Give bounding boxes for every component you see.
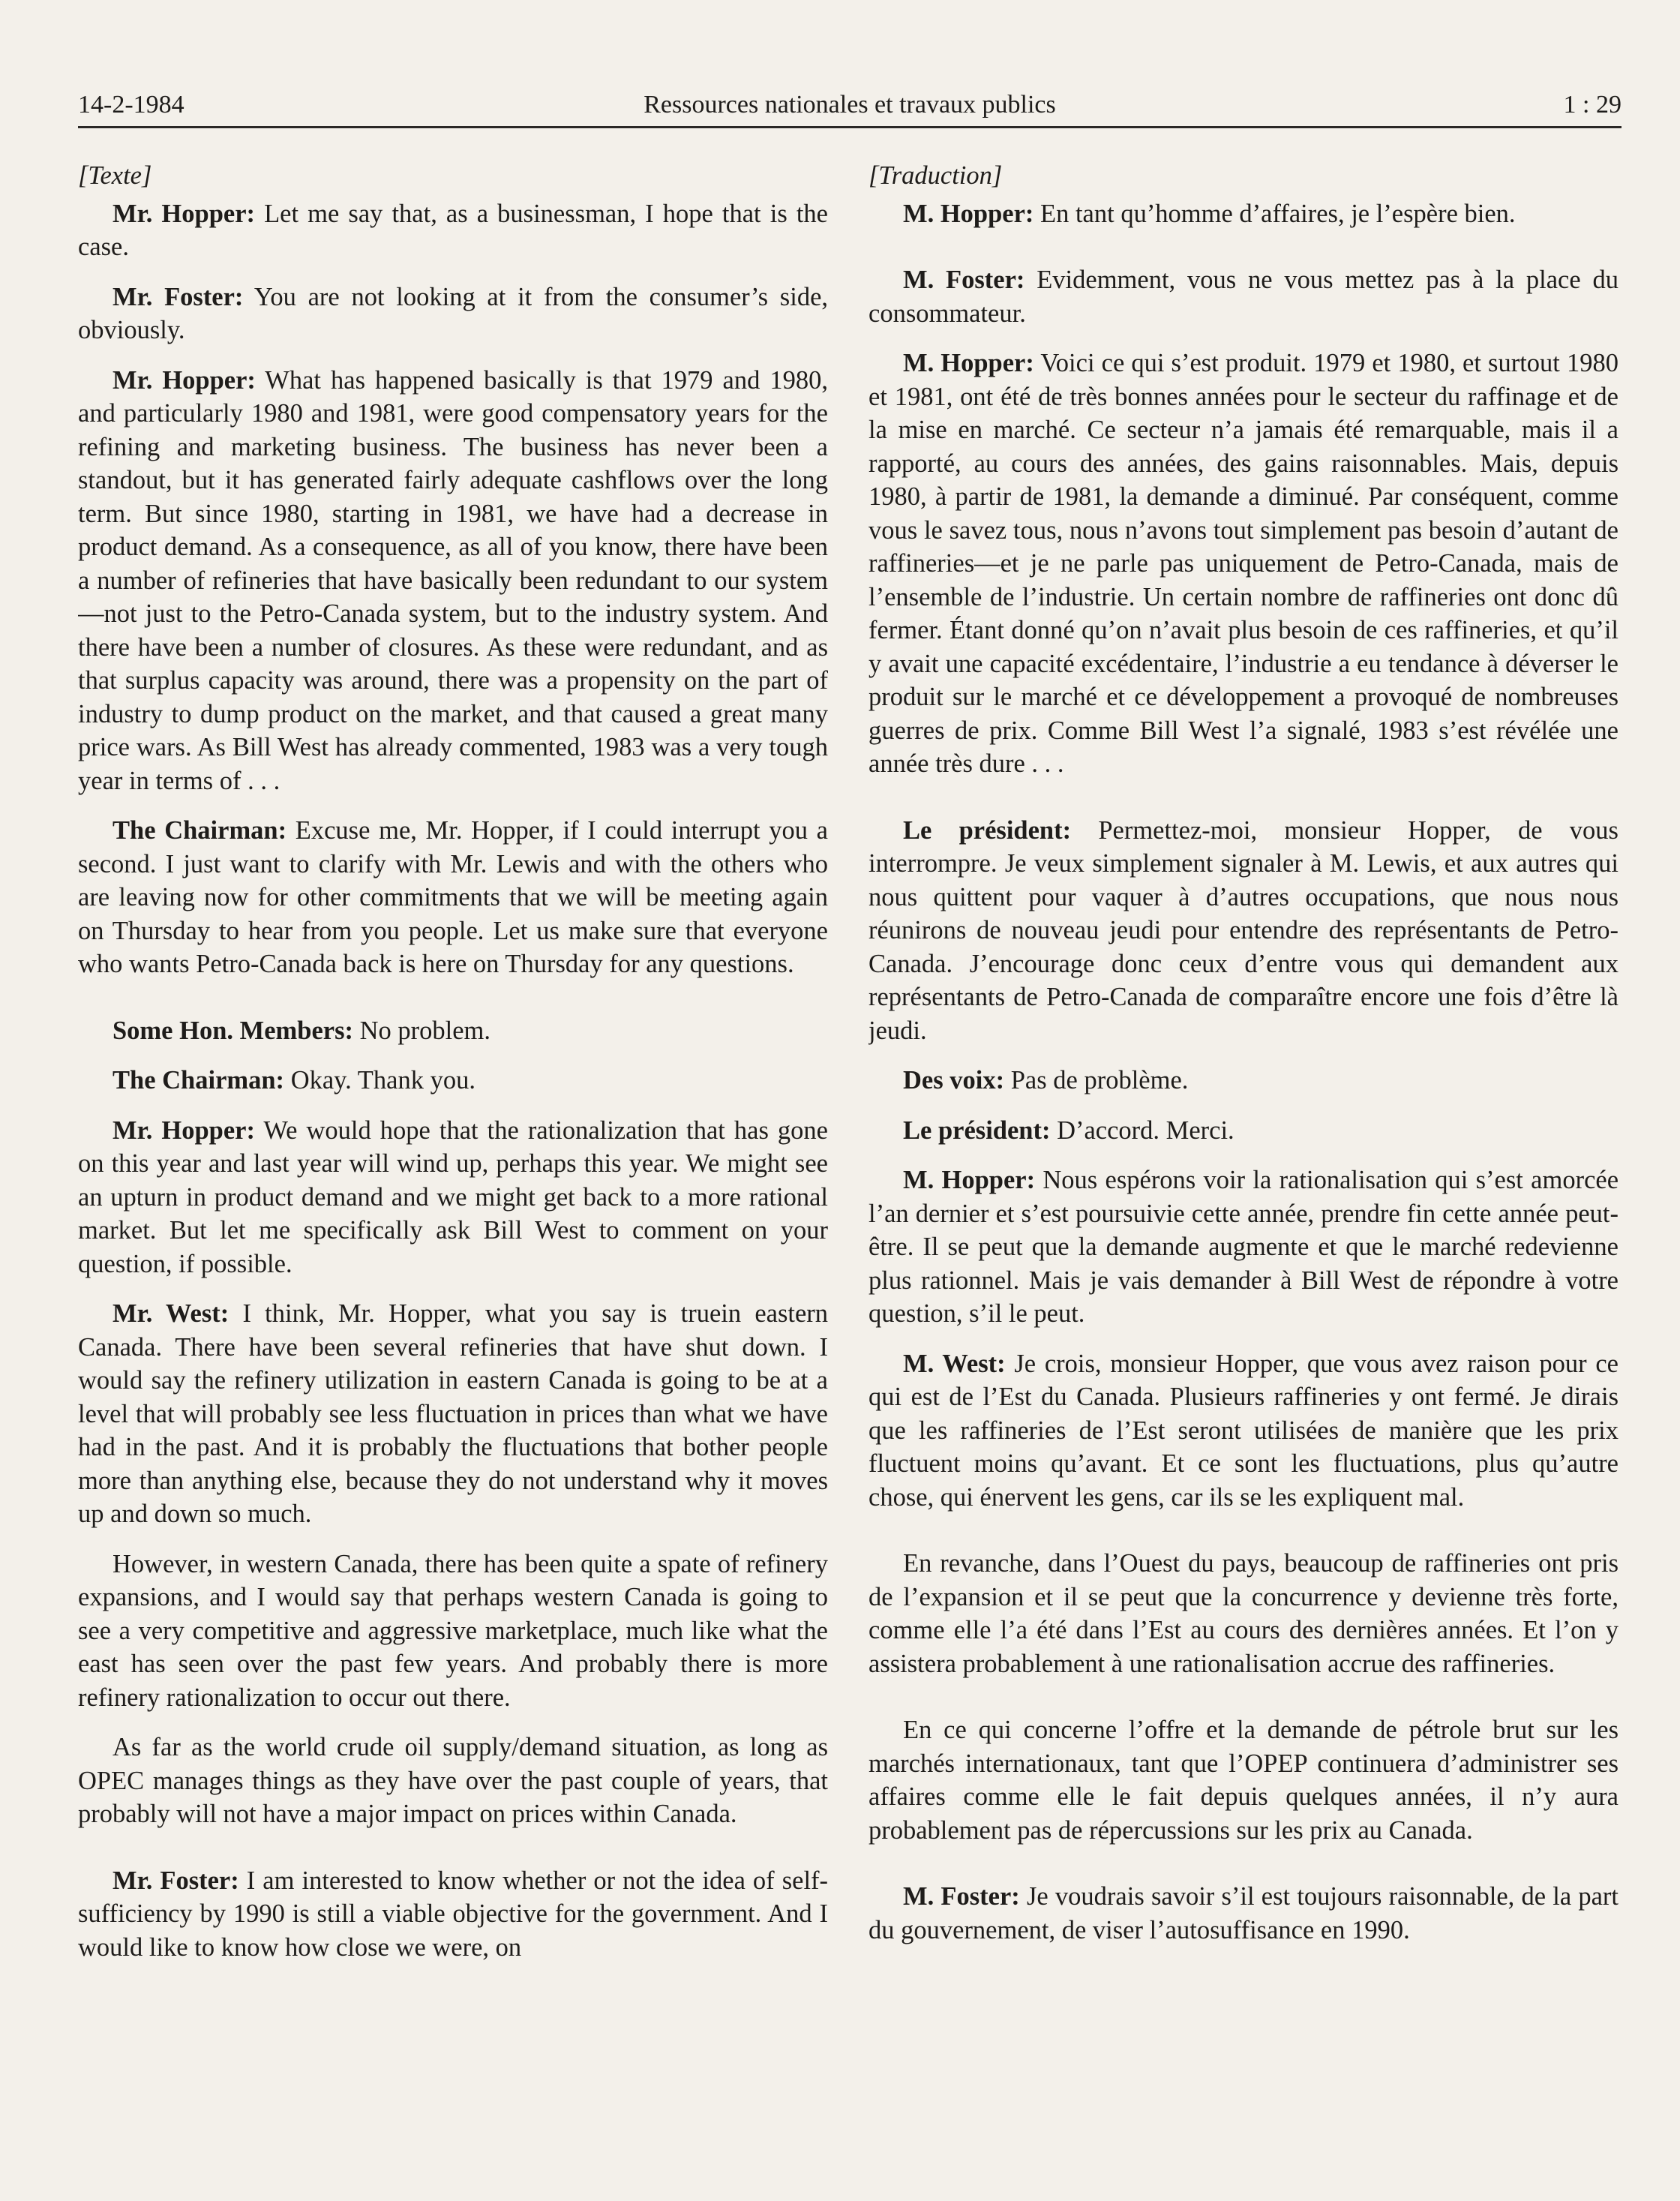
paragraph	[78, 814, 828, 981]
paragraph	[78, 1014, 828, 1048]
paragraph-text: Okay. Thank you.	[290, 1066, 476, 1094]
paragraph	[78, 1864, 828, 1965]
page-header	[78, 84, 1622, 128]
paragraph	[868, 1164, 1618, 1331]
speaker-name: The Chairman:	[112, 1066, 285, 1094]
speaker-name: Mr. Foster:	[112, 282, 244, 311]
paragraph	[868, 1114, 1618, 1148]
paragraph	[868, 347, 1618, 781]
paragraph	[868, 1347, 1618, 1515]
paragraph-text: Permettez-moi, monsieur Hopper, de vous interrompre. Je veux simplement signaler à M. Lewis, et aux autres qui nous quittent pour vaquer à d’autres occupations, que nous nous réunirons de nouveau jeudi pour entendre des représentants de Petro-Canada. J’encourage donc ceux d’entre vous qui demandent aux représentants de Petro-Canada de comparaître encore une fois d’être là jeudi.	[868, 815, 1618, 1045]
paragraph-text: No problem.	[359, 1016, 490, 1045]
speaker-name: Some Hon. Members:	[112, 1016, 353, 1045]
paragraph	[78, 1064, 828, 1097]
paragraph	[78, 1731, 828, 1831]
speaker-name: M. Hopper:	[903, 349, 1034, 377]
paragraph	[868, 1064, 1618, 1097]
paragraph	[78, 1297, 828, 1531]
paragraph-text: We would hope that the rationalization that has gone on this year and last year will wind up, perhaps this year. We might see an upturn in product demand and we might get back to a more rational market. But let me specifically ask Bill West to comment on your question, if possible.	[78, 1116, 828, 1278]
french-column	[868, 159, 1618, 2169]
paragraph	[868, 1880, 1618, 1947]
speaker-name: M. Foster:	[903, 266, 1025, 294]
speaker-name: Mr. Hopper:	[112, 365, 256, 395]
speaker-name: Le président:	[903, 1116, 1051, 1145]
speaker-name: M. Hopper:	[903, 199, 1034, 228]
paragraph-text: What has happened basically is that 1979 and 1980, and particularly 1980 and 1981, were good compensatory years for the refining and marketing business. The business has never been a standout, but it has generated fairly adequate cashflows over the long term. But since 1980, starting in 1981, we have had a decrease in product demand. As a consequence, as all of you know, there have been a number of refineries that have basically been redundant to our system—not just to the Petro-Canada system, but to the industry system. And there have been a number of closures. As these were redundant, and as that surplus capacity was around, there was a propensity on the part of industry to dump product on the market, and that caused a great many price wars. As Bill West has already commented, 1983 was a very tough year in terms of . . .	[78, 365, 828, 795]
header-page-number: 1 : 29	[1563, 91, 1622, 119]
paragraph	[868, 1547, 1618, 1680]
paragraph-text: Voici ce qui s’est produit. 1979 et 1980, et surtout 1980 et 1981, ont été de très bonnes années pour le secteur du raffinage et de la mise en marché. Ce secteur n’a jamais été remarquable, mais il a rapporté, au cours des années, des gains raisonnables. Mais, depuis 1980, à partir de 1981, la demande a diminué. Par conséquent, comme vous le savez tous, nous n’avons tout simplement pas besoin d’autant de raffineries—et je ne parle pas uniquement de Petro-Canada, mais de l’ensemble de l’industrie. Un certain nombre de raffineries ont donc dû fermer. Étant donné qu’on n’avait plus besoin de ces raffineries, et qu’il y avait une capacité excédentaire, l’industrie a eu tendance à déverser le produit sur le marché et ce développement a provoqué de nombreuses guerres de prix. Comme Bill West l’a signalé, 1983 s’est révélée une année très dure . . .	[868, 349, 1618, 778]
paragraph	[78, 197, 828, 264]
language-marker: [Traduction]	[868, 161, 1003, 190]
speaker-name: The Chairman:	[112, 816, 287, 845]
speaker-name: Le président:	[903, 815, 1072, 845]
paragraph	[78, 1548, 828, 1715]
paragraph-text: Je voudrais savoir s’il est toujours raisonnable, de la part du gouvernement, de viser l’autosuffisance en 1990.	[868, 1882, 1618, 1944]
paragraph-text: I think, Mr. Hopper, what you say is truein eastern Canada. There have been several refineries that have shut down. I would say the refinery utilization in eastern Canada is going to be at a level that will probably see less fluctuation in prices than what we have had in the past. And it is probably the fluctuations that bother people more than anything else, because they do not understand why it moves up and down so much.	[78, 1299, 828, 1528]
paragraph	[78, 1114, 828, 1281]
paragraph	[868, 197, 1618, 231]
speaker-name: Mr. Foster:	[112, 1866, 239, 1895]
paragraph-text: Je crois, monsieur Hopper, que vous avez raison pour ce qui est de l’Est du Canada. Plusieurs raffineries y ont fermé. Je dirais que les raffineries de l’Est seront utilisées de manière que les prix fluctuent moins qu’avant. Et ce sont les fluctuations, plus qu’autre chose, qui énervent les gens, car ils se les expliquent mal.	[868, 1349, 1618, 1512]
speaker-name: M. Foster:	[903, 1882, 1020, 1911]
paragraph-text: However, in western Canada, there has been quite a spate of refinery expansions, and I would say that perhaps western Canada is going to see a very competitive and aggressive marketplace, much like what the east has seen over the past few years. And probably there is more refinery rationalization to occur out there.	[78, 1549, 828, 1712]
paragraph-text: D’accord. Merci.	[1057, 1116, 1234, 1145]
header-date: 14-2-1984	[78, 91, 184, 119]
speaker-name: M. Hopper:	[903, 1166, 1036, 1194]
paragraph-text: You are not looking at it from the consumer’s side, obviously.	[78, 282, 828, 344]
paragraph	[868, 814, 1618, 1048]
paragraph-text: En revanche, dans l’Ouest du pays, beaucoup de raffineries ont pris de l’expansion et il se peut que la concurrence y devienne très forte, comme elle l’a été dans l’Est au cours des dernières années. Et l’on y assistera probablement à une rationalisation accrue des raffineries.	[868, 1549, 1618, 1678]
paragraph-text: Let me say that, as a businessman, I hope that is the case.	[78, 199, 828, 261]
speaker-name: Mr. Hopper:	[112, 1116, 255, 1145]
paragraph-text: I am interested to know whether or not the idea of self-sufficiency by 1990 is still a viable objective for the government. And I would like to know how close we were, on	[78, 1866, 828, 1962]
paragraph	[78, 364, 828, 798]
english-column	[78, 159, 828, 2169]
header-title: Ressources nationales et travaux publics	[644, 91, 1056, 119]
paragraph-text: Evidemment, vous ne vous mettez pas à la place du consommateur.	[868, 266, 1618, 328]
speaker-name: Des voix:	[903, 1066, 1005, 1094]
paragraph-text: Nous espérons voir la rationalisation qui s’est amorcée l’an dernier et s’est poursuivie cette année, prendre fin cette année peut-être. Il se peut que la demande augmente et que le marché redevienne plus rationnel. Mais je vais demander à Bill West de répondre à votre question, s’il le peut.	[868, 1166, 1618, 1328]
paragraph-text: En ce qui concerne l’offre et la demande de pétrole brut sur les marchés internationaux, tant que l’OPEP continuera d’administrer ses affaires comme elle le fait depuis quelques années, il n’y aura probablement pas de répercussions sur les prix au Canada.	[868, 1716, 1618, 1845]
paragraph	[868, 1713, 1618, 1847]
speaker-name: M. West:	[903, 1349, 1006, 1378]
speaker-name: Mr. Hopper:	[112, 199, 255, 228]
paragraph	[78, 281, 828, 347]
paragraph-text: Excuse me, Mr. Hopper, if I could interrupt you a second. I just want to clarify with Mr. Lewis and with the others who are leaving now for other commitments that we will be meeting again on Thursday to hear from you people. Let us make sure that everyone who wants Petro-Canada back is here on Thursday for any questions.	[78, 816, 828, 978]
paragraph	[868, 263, 1618, 330]
paragraph-text: En tant qu’homme d’affaires, je l’espère bien.	[1040, 199, 1516, 228]
speaker-name: Mr. West:	[112, 1299, 230, 1328]
paragraph-text: Pas de problème.	[1010, 1066, 1189, 1094]
language-marker: [Texte]	[78, 161, 152, 190]
paragraph-text: As far as the world crude oil supply/demand situation, as long as OPEC manages things as they have over the past couple of years, that probably will not have a major impact on prices within Canada.	[78, 1733, 828, 1828]
